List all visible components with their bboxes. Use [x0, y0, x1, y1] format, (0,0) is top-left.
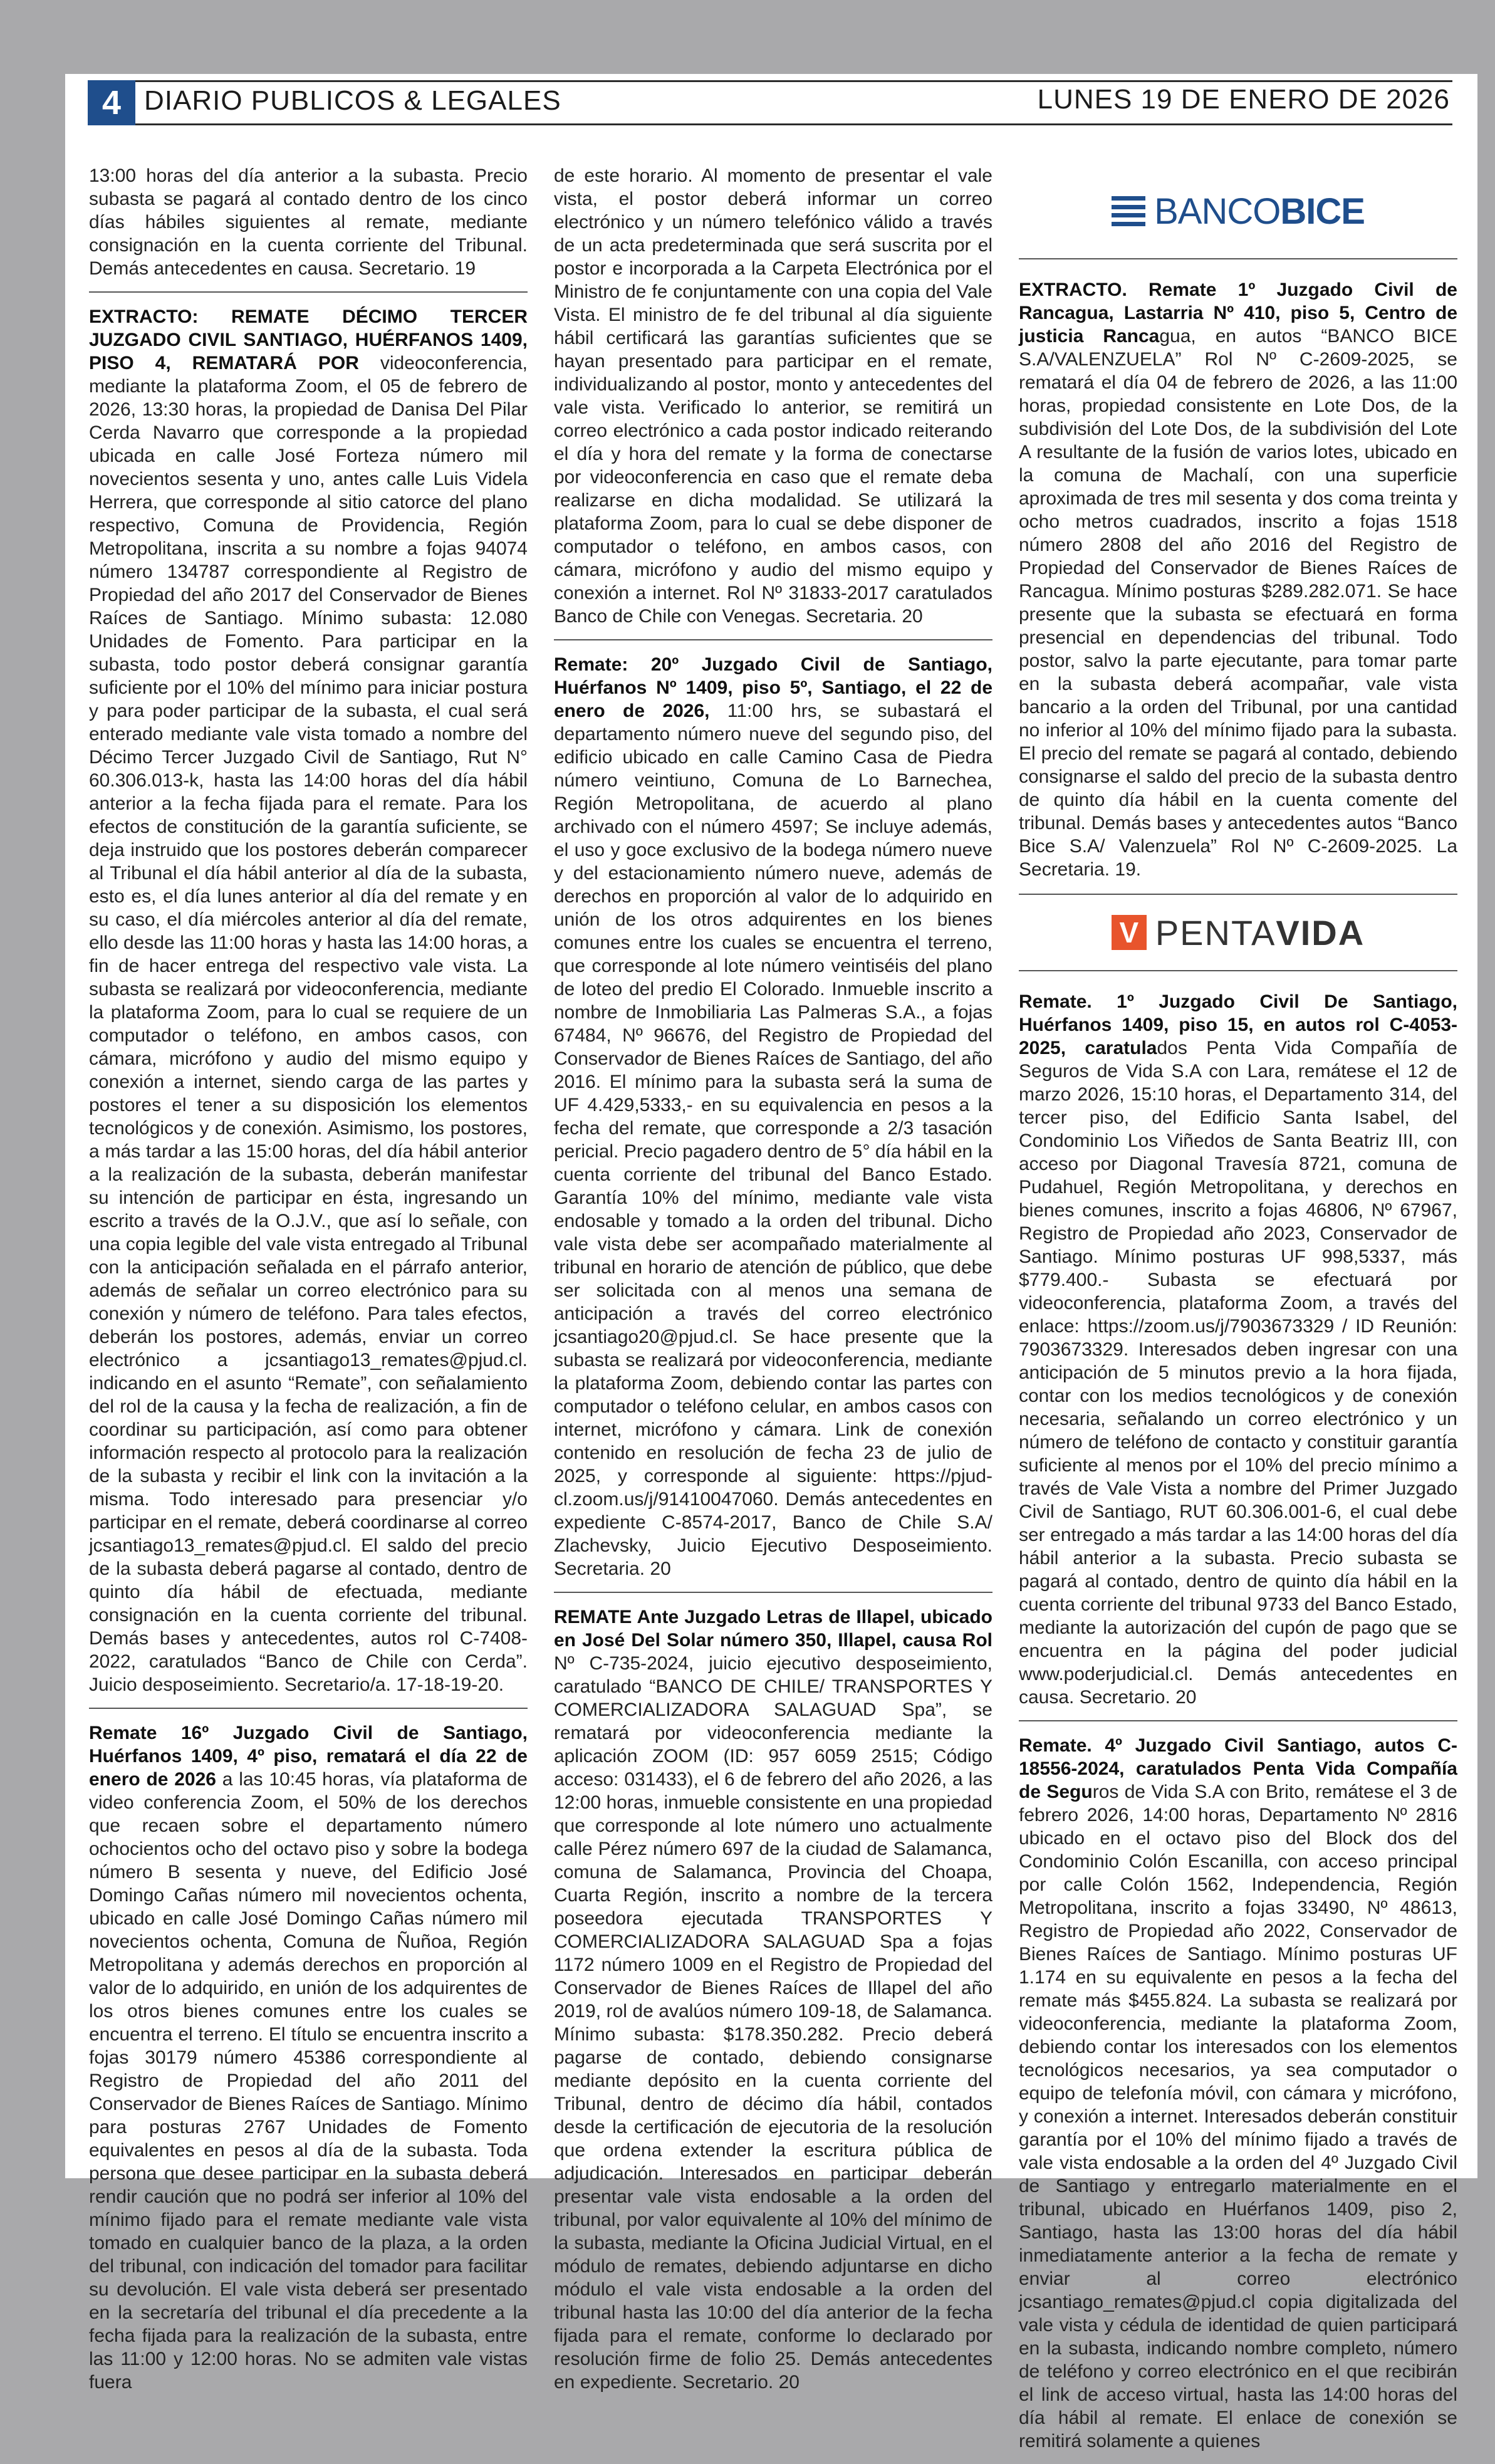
notice-remate-20-juzgado [554, 653, 992, 1580]
notice-heading: Remate 16º Juzgado Civil de Santiago, Huérfanos 1409, 4º piso, rematará el día 22 de enero de 2026 [89, 1723, 528, 1790]
notice-heading: Remate. 1º Juzgado Civil De Santiago, Huérfanos 1409, piso 15, en autos rol C-4053-2025, caratula [1019, 991, 1457, 1058]
notice-continued: de este horario. Al momento de presentar el vale vista, el postor deberá informar un correo electrónico y un número telefónico válido a través de un acta predeterminada que será suscrita por el postor e incorporada a la Carpeta Electrónica por el Ministro de fe conjuntamente con una copia del Vale Vista. El ministro de fe del tribunal al día siguiente hábil certificará las garantías suficientes que se hayan presentado para participar en el remate, individualizando al postor, monto y antecedentes del vale vista. Verificado lo anterior, se remitirá un correo electrónico a cada postor indicado reiterando el día y hora del remate y la forma de conectarse por videoconferencia en caso que el remate deba realizarse en dicha modalidad. Se utilizará la plataforma Zoom, para lo cual se debe disponer de computador o teléfono, en ambos casos, con cámara, micrófono y audio del mismo equipo y conexión a internet. Rol Nº 31833-2017 caratulados Banco de Chile con Venegas. Secretaria. 20 [554, 165, 992, 627]
publication-date: LUNES 19 DE ENERO DE 2026 [1037, 84, 1450, 115]
notice-body: dos Penta Vida Compañía de Seguros de Vida S.A con Lara, remátese el 12 de marzo 2026, 15:10 horas, el Departamento 314, del tercer piso, del Edificio Santa Isabel, del Condominio Los Viñedos de Santa Beatriz III, con acceso por Diagonal Travesía 8721, comuna de Pudahuel, Región Metropolitana, y derechos en bienes comunes, inscrito a fojas 46806, Nº 67967, Registro de Propiedad año 2023, Conservador de Santiago. Mínimo posturas UF 998,5337, más $779.400.- Subasta se efectuará por videoconferencia, plataforma Zoom, a través del enlace: https://zoom.us/j/7903673329 / ID Reunión: 7903673329. Interesados deben ingresar con una anticipación de 5 minutos previo a la hora fijada, contar con los medios tecnológicos y de conexión necesaria, señalando un correo electrónico y un número de teléfono de contacto y constituir garantía suficiente al menos por el 10% del precio mínimo a través de Vale Vista a nombre del Primer Juzgado Civil de Santiago, RUT 60.306.001-6, el cual debe ser entregado a más tardar a las 14:00 horas del día hábil anterior a la subasta. Precio subasta se pagará al contado, dentro de quinto día hábil en la cuenta corriente del tribunal 9733 del Banco Estado, mediante la autorización del cupón de pago que se encuentra en la página del poder judicial www.poderjudicial.cl. Demás antecedentes en causa. Secretario. 20 [1019, 1038, 1457, 1708]
notice-body: 11:00 hrs, se subastará el departamento número nueve del segundo piso, del edificio ubicado en calle Camino Casa de Piedra número veintiuno, Comuna de Lo Barnechea, Región Metropolitana, de acuerdo al plano archivado con el número 4597; Se incluye además, el uso y goce exclusivo de la bodega número nueve y del estacionamiento número nueve, además de derechos en proporción al valor de lo adquirido en unión de los otros adquirentes en los bienes comunes entre los cuales se encuentra el terreno, que corresponde al lote número veintiséis del plano de loteo del predio El Colorado. Inmueble inscrito a nombre de Inmobiliaria Las Palmeras S.A., a fojas 67484, Nº 96676, del Registro de Propiedad del Conservador de Bienes Raíces de Santiago, del año 2016. El mínimo para la subasta será la suma de UF 4.429,5333,- en su equivalencia en pesos a la fecha del remate, que corresponde a 2/3 tasación pericial. Precio pagadero dentro de 5° día hábil en la cuenta corriente del tribunal del Banco Estado. Garantía 10% del mínimo, mediante vale vista endosable y tomado a la orden del tribunal. Dicho vale vista debe ser acompañado materialmente al tribunal en horario de atención de público, que debe ser solicitada con al menos una semana de anticipación a través del correo electrónico jcsantiago20@pjud.cl. Se hace presente que la subasta se realizará por videoconferencia, mediante la plataforma Zoom, debiendo contar las partes con computador o teléfono celular, en ambos casos con internet, micrófono y cámara. Link de conexión contenido en resolución de fecha 23 de julio de 2025, y corresponde al siguiente: https://pjud-cl.zoom.us/j/91410047060. Demás antecedentes en expediente C-8574-2017, Banco de Chile S.A/ Zlachevsky, Juicio Ejecutivo Desposeimiento. Secretaria. 20 [554, 701, 992, 1579]
notice-body: ros de Vida S.A con Brito, remátese el 3 de febrero 2026, 14:00 horas, Departamento Nº 2816 ubicado en el octavo piso del Block dos del Condominio Colón Escanilla, con acceso principal por calle Colón 1562, Independencia, Región Metropolitana, inscrito a fojas 33490, Nº 48613, Registro de Propiedad año 2022, Conservador de Bienes Raíces de Santiago. Mínimo posturas UF 1.174 en su equivalente en pesos a la fecha del remate más $455.824. La subasta se realizará por videoconferencia, mediante la plataforma Zoom, debiendo contar los interesados con los elementos tecnológicos necesarios, ya sea computador o equipo de telefonía móvil, con cámara y micrófono, y conexión a internet. Interesados deberán constituir garantía por el 10% del mínimo fijado a través de vale vista endosable a la orden del 4º Juzgado Civil de Santiago y entregarlo materialmente en el tribunal, ubicado en Huérfanos 1409, piso 2, Santiago, hasta las 13:00 horas del día hábil inmediatamente anterior a la fecha de remate y enviar al correo electrónico jcsantiago_remates@pjud.cl copia digitalizada del vale vista y cédula de identidad de quien participará en la subasta, indicando nombre completo, número de teléfono y correo electrónico en el que recibirán el link de acceso virtual, hasta las 14:00 horas del día hábil al remate. El enlace de conexión se remitirá solamente a quienes [1019, 1782, 1457, 2451]
publication-name: DIARIO PUBLICOS & LEGALES [144, 85, 561, 116]
banco-bice-logo [1019, 164, 1457, 259]
notice-heading: Remate. 4º Juzgado Civil Santiago, autos C-18556-2024, caratulados Penta Vida Compañía de Segu [1019, 1735, 1457, 1802]
notice-body: Nº C-735-2024, juicio ejecutivo desposeimiento, caratulado “BANCO DE CHILE/ TRANSPORTES Y COMERCIALIZADORA SALAGUAD Spa”, se rematará por videoconferencia mediante la aplicación ZOOM (ID: 957 6059 2515; Código acceso: 031433), el 6 de febrero del año 2026, a las 12:00 horas, inmueble consistente en una propiedad que corresponde al lote número uno actualmente calle Pérez número 697 de la ciudad de Salamanca, comuna de Salamanca, Provincia del Choapa, Cuarta Región, inscrito a nombre de la tercera poseedora ejecutada TRANSPORTES Y COMERCIALIZADORA SALAGUAD Spa a fojas 1172 número 1009 en el Registro de Propiedad del Conservador de Bienes Raíces de Illapel del año 2019, rol de avalúos número 109-18, de Salamanca. Mínimo subasta: $178.350.282. Precio deberá pagarse de contado, debiendo consignarse mediante depósito en la cuenta corriente del Tribunal, dentro de décimo día hábil, contados desde la certificación de ejecutoria de la resolución que ordena extender la escritura pública de adjudicación. Interesados en participar deberán presentar vale vista endosable a la orden del tribunal, por valor equivalente al 10% del mínimo de la subasta, mediante la Oficina Judicial Virtual, en el módulo de remates, debiendo adjuntarse en dicho módulo el vale vista endosable a la orden del tribunal hasta las 10:00 del día anterior de la fecha fijada para el remate, conforme lo declarado por resolución firme de folio 25. Demás antecedentes en expediente. Secretario. 20 [554, 1653, 992, 2393]
divider [89, 1708, 528, 1709]
notice-body: gua, en autos “BANCO BICE S.A/VALENZUELA” Rol Nº C-2609-2025, se rematará el día 04 de febrero de 2026, a las 11:00 horas, propiedad consistente en Lote Dos, de la subdivisión del Lote Dos, de la subdivisión del Lote A resultante de la fusión de varios lotes, ubicado en la comuna de Machalí, con una superficie aproximada de tres mil sesenta y dos coma treinta y ocho metros cuadrados, inscrito a fojas 1518 número 2808 del año 2016 del Registro de Propiedad del Conservador de Bienes Raíces de Rancagua. Mínimo posturas $289.282.071. Se hace presente que la subasta se efectuará en forma presencial en dependencias del tribunal. Todo postor, salvo la parte ejecutante, para tomar parte en la subasta deberá acompañar, vale vista bancario a la orden del Tribunal, por una cantidad no inferior al 10% del mínimo fijado para la subasta. El precio del remate se pagará al contado, debiendo consignarse el saldo del precio de la subasta dentro de quinto día hábil en la cuenta comente del tribunal. Demás bases y antecedentes autos “Banco Bice S.A/ Valenzuela” Rol Nº C-2609-2025. La Secretaria. 19. [1019, 326, 1457, 880]
notice-body: a las 10:45 horas, vía plataforma de video conferencia Zoom, el 50% de los derechos que recaen sobre el departamento número ochocientos ocho del octavo piso y sobre la bodega número B sesenta y nueve, del Edificio José Domingo Cañas número mil novecientos ochenta, ubicado en calle José Domingo Cañas número mil novecientos ochenta, Comuna de Ñuñoa, Región Metropolitana y además derechos en proporción al valor de lo adquirido, en unión de los adquirentes de los otros bienes comunes entre los cuales se encuentra el terreno. El título se encuentra inscrito a fojas 30179 número 45386 correspondiente al Registro de Propiedad del año 2011 del Conservador de Bienes Raíces de Santiago. Mínimo para posturas 2767 Unidades de Fomento equivalentes en pesos al día de la subasta. Toda persona que desee participar en la subasta deberá rendir caución que no podrá ser inferior al 10% del mínimo fijado para el remate mediante vale vista tomado en cualquier banco de la plaza, a la orden del tribunal, con indicación del tomador para facilitar su devolución. El vale vista deberá ser presentado en la secretaría del tribunal el día precedente a la fecha fijada para la realización de la subasta, entre las 11:00 y 12:00 horas. No se admiten vale vistas fuera [89, 1769, 528, 2393]
notice-heading: REMATE Ante Juzgado Letras de Illapel, ubicado en José Del Solar número 350, Illapel, causa Rol [554, 1607, 992, 1651]
notice-remate-16-juzgado [89, 1721, 528, 2394]
penta-vida-logo [1019, 894, 1457, 971]
page-number: 4 [88, 80, 135, 125]
divider [554, 639, 992, 640]
divider [554, 1592, 992, 1593]
notice-heading: EXTRACTO: REMATE DÉCIMO TERCER JUZGADO CIVIL SANTIAGO, HUÉRFANOS 1409, PISO 4, REMATARÁ POR [89, 306, 528, 373]
notice-remate-illapel [554, 1605, 992, 2394]
notice-remate-13-juzgado [89, 305, 528, 1696]
divider [1019, 1720, 1457, 1721]
notice-remate-1-juzgado-santiago [1019, 990, 1457, 1709]
column-1 [89, 164, 528, 2405]
logo-text-vida: VIDA [1276, 912, 1365, 953]
bice-bars-icon [1112, 196, 1145, 226]
logo-text-bice: BICE [1280, 191, 1365, 232]
column-2 [554, 164, 992, 2405]
notice-remate-rancagua [1019, 278, 1457, 881]
logo-text-banco: BANCO [1154, 191, 1281, 232]
column-3 [1019, 164, 1457, 2464]
logo-text-penta: PENTA [1155, 912, 1276, 953]
notice-body: videoconferencia, mediante la plataforma Zoom, el 05 de febrero de 2026, 13:30 horas, la propiedad de Danisa Del Pilar Cerda Navarro que corresponde a la propiedad ubicada en calle José Forteza número mil novecientos sesenta y uno, antes calle Luis Videla Herrera, que corresponde al sitio catorce del plano respectivo, Comuna de Providencia, Región Metropolitana, inscrita a su nombre a fojas 94074 número 134787 correspondiente al Registro de Propiedad del año 2017 del Conservador de Bienes Raíces de Santiago. Mínimo subasta: 12.080 Unidades de Fomento. Para participar en la subasta, todo postor deberá consignar garantía suficiente por el 10% del mínimo para iniciar postura y para poder participar de la subasta, el cual será enterado mediante vale vista tomado a nombre del Décimo Tercer Juzgado Civil de Santiago, Rut N° 60.306.013-k, hasta las 14:00 horas del día hábil anterior a la fecha fijada para el remate. Para los efectos de constitución de la garantía suficiente, se deja instruido que los postores deberán comparecer al Tribunal el día hábil anterior al día de la subasta, esto es, el día lunes anterior al día del remate y en su caso, el día miércoles anterior al día del remate, ello desde las 11:00 horas y hasta las 14:00 horas, a fin de hacer entrega del respectivo vale vista. La subasta se realizará por videoconferencia, mediante la plataforma Zoom, para lo cual se requiere de un computador o teléfono, en ambos casos, con cámara, micrófono y audio del mismo equipo y conexión a internet, siendo carga de las partes y postores el tener a su disposición los elementos tecnológicos y de conexión. Asimismo, los postores, a más tardar a las 15:00 horas, del día hábil anterior a la realización de la subasta, deberán manifestar su intención de participar en ésta, ingresando un escrito a través de la O.J.V., que así lo señale, con una copia legible del vale vista entregado al Tribunal con la anticipación señalada en el párrafo anterior, además de señalar un correo electrónico para su conexión y número de teléfono. Para tales efectos, deberán los postores, además, enviar un correo electrónico a jcsantiago13_remates@pjud.cl. indicando en el asunto “Remate”, con señalamiento del rol de la causa y la fecha de realización, a fin de coordinar su participación, así como para obtener información respecto al protocolo para la realización de la subasta y recibir el link con la invitación a la misma. Todo interesado para presenciar y/o participar en el remate, deberá coordinarse al correo jcsantiago13_remates@pjud.cl. El saldo del precio de la subasta deberá pagarse al contado, dentro de quinto día hábil de efectuada, mediante consignación en la cuenta corriente del tribunal. Demás bases y antecedentes, autos rol C-7408-2022, caratulados “Banco de Chile con Cerda”. Juicio desposeimiento. Secretario/a. 17-18-19-20. [89, 353, 528, 1695]
divider [89, 291, 528, 293]
notice-continued: 13:00 horas del día anterior a la subasta. Precio subasta se pagará al contado dentro de los cinco días hábiles siguientes al remate, mediante consignación en la cuenta corriente del Tribunal. Demás antecedentes en causa. Secretario. 19 [89, 165, 528, 279]
notice-heading: EXTRACTO. Remate 1º Juzgado Civil de Rancagua, Lastarria Nº 410, piso 5, Centro de justicia Ranca [1019, 279, 1457, 347]
notice-heading: Remate: 20º Juzgado Civil de Santiago, Huérfanos Nº 1409, piso 5º, Santiago, el 22 de enero de 2026, [554, 654, 992, 721]
notice-remate-4-juzgado-santiago [1019, 1734, 1457, 2453]
penta-v-icon: V [1112, 915, 1147, 950]
